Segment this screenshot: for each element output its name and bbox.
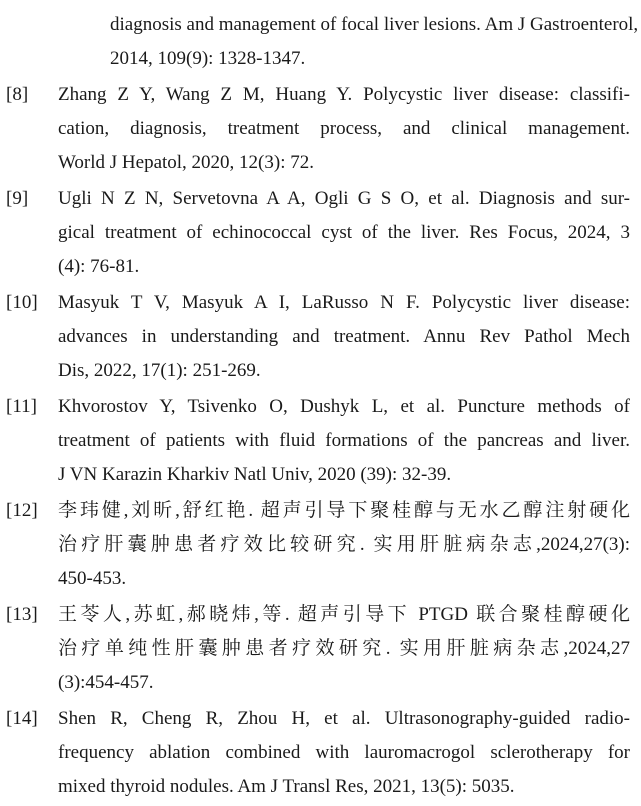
reference-list (6, 8, 639, 806)
reference-text (58, 286, 630, 388)
reference-text (58, 78, 630, 180)
reference-line: (3):454-457. (58, 672, 154, 693)
reference-line: Shen R, Cheng R, Zhou H, et al. Ultrasonography-guided radio- (58, 708, 630, 729)
reference-line: World J Hepatol, 2020, 12(3): 72. (58, 152, 314, 173)
reference-item (6, 494, 630, 596)
reference-number: [8] (6, 84, 29, 105)
reference-line: advances in understanding and treatment. Annu Rev Pathol Mech (58, 326, 630, 347)
reference-line: 治疗肝囊肿患者疗效比较研究. 实用肝脏病杂志,2024,27(3): (58, 534, 630, 555)
reference-line: cation, diagnosis, treatment process, and clinical management. (58, 118, 630, 139)
reference-text (58, 598, 630, 700)
reference-item (6, 390, 630, 492)
reference-line: Dis, 2022, 17(1): 251-269. (58, 360, 261, 381)
reference-line: Khvorostov Y, Tsivenko O, Dushyk L, et al. Puncture methods of (58, 396, 630, 417)
reference-line: treatment of patients with fluid formations of the pancreas and liver. (58, 430, 630, 451)
reference-item (6, 702, 630, 804)
reference-text (58, 494, 630, 596)
reference-item (6, 286, 630, 388)
reference-number: [14] (6, 708, 38, 729)
reference-item (6, 78, 630, 180)
reference-line: mixed thyroid nodules. Am J Transl Res, 2021, 13(5): 5035. (58, 776, 515, 797)
reference-number: [12] (6, 500, 38, 521)
reference-line: 王苓人,苏虹,郝晓炜,等. 超声引导下 PTGD 联合聚桂醇硬化 (58, 604, 630, 625)
reference-line: 李玮健,刘昕,舒红艳. 超声引导下聚桂醇与无水乙醇注射硬化 (58, 500, 630, 521)
reference-item (6, 8, 639, 76)
reference-number: [13] (6, 604, 38, 625)
reference-text (58, 702, 630, 804)
reference-number: [11] (6, 396, 37, 417)
reference-number: [9] (6, 188, 29, 209)
reference-line: Masyuk T V, Masyuk A I, LaRusso N F. Polycystic liver disease: (58, 292, 630, 313)
reference-line: 450-453. (58, 568, 127, 589)
reference-item (6, 598, 630, 700)
reference-line: gical treatment of echinococcal cyst of the liver. Res Focus, 2024, 3 (58, 222, 630, 243)
reference-text (58, 182, 630, 284)
reference-text (58, 8, 639, 76)
reference-line: (4): 76-81. (58, 256, 140, 277)
reference-line: 治疗单纯性肝囊肿患者疗效研究. 实用肝脏病杂志,2024,27 (58, 638, 630, 659)
reference-item (6, 182, 630, 284)
reference-line: diagnosis and management of focal liver lesions. Am J Gastroenterol, (110, 14, 639, 35)
reference-line: J VN Karazin Kharkiv Natl Univ, 2020 (39): 32-39. (58, 464, 452, 485)
reference-line: Zhang Z Y, Wang Z M, Huang Y. Polycystic liver disease: classifi- (58, 84, 630, 105)
reference-line: Ugli N Z N, Servetovna A A, Ogli G S O, et al. Diagnosis and sur- (58, 188, 630, 209)
reference-number: [10] (6, 292, 38, 313)
reference-line: 2014, 109(9): 1328-1347. (110, 48, 306, 69)
reference-text (58, 390, 630, 492)
reference-line: frequency ablation combined with lauromacrogol sclerotherapy for (58, 742, 630, 763)
